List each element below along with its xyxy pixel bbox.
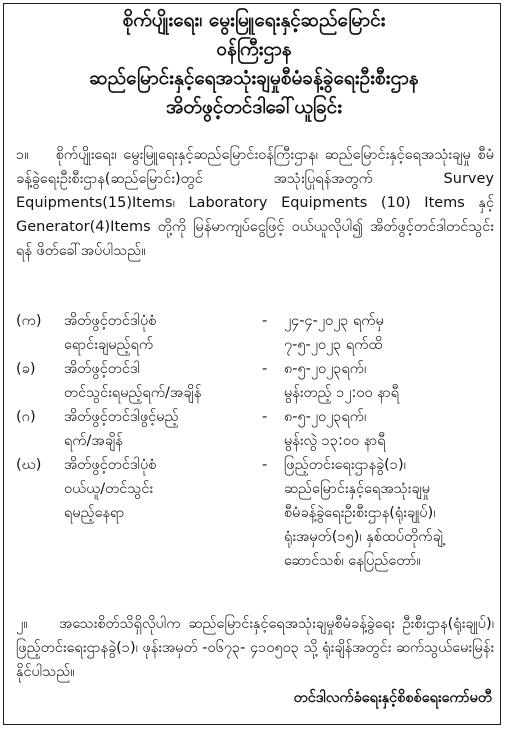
item-mark-d: (ဃ) (16, 457, 42, 473)
item-label-c-1: အိတ်ဖွင့်တင်ဒါဖွင့်မည့် (64, 409, 179, 425)
notice-title: အိတ်ဖွင့်တင်ဒါခေါ်ယူခြင်း (165, 96, 343, 118)
item-value-d-4: ရုံးအမှတ်(၁၅)၊ နှစ်ထပ်တိုက်ချဲ့ (284, 529, 443, 545)
item-label-a-1: အိတ်ဖွင့်တင်ဒါပုံစံ (64, 313, 157, 329)
ministry-title: စိုက်ပျိုးရေး၊ မွေးမြူရေးနှင့်ဆည်မြောင်း (122, 9, 386, 31)
item-mark-c: (ဂ) (16, 409, 36, 425)
item-dash-a: - (262, 313, 268, 329)
paragraph-2-text: အသေးစိတ်သိရှိလိုပါက ဆည်မြောင်းနှင့်ရေအသုံးချမှုစီမံခန့်ခွဲရေး ဦးစီးဌာန(ရုံးချုပ်)၊ ဖြည့်တင်းရေးဌာနခွဲ(၁)၊ ဖုန်းအမှတ် -၀၆၇၃- ၄၁၀၅၀၃ သို့ ရုံးချိန်အတွင်း ဆက်သွယ်မေးမြန်းနိုင်ပါသည်။ (16, 616, 495, 680)
item-mark-a: (က) (16, 313, 42, 329)
committee-signature: တင်ဒါလက်ခံရေးနှင့်စိစစ်ရေးကော်မတီ (293, 690, 492, 706)
item-value-b-2: မွန်းတည့် ၁၂:၀၀ နာရီ (284, 385, 400, 401)
paragraph-1-text: စိုက်ပျိုးရေး၊ မွေးမြူရေးနှင့်ဆည်မြောင်းဝန်ကြီးဌာန၊ ဆည်မြောင်းနှင့်ရေအသုံးချမှု စီမံခန့်ခွဲရေးဦးစီးဌာန(ဆည်မြောင်း)တွင် အသုံးပြုရန်အတွက် Survey Equipments(15)Items၊ Laboratory Equipments (10) Items နှင့် Generator(4)Items တို့ကို မြန်မာကျပ်ငွေဖြင့် ဝယ်ယူလိုပါ၍ အိတ်ဖွင့်တင်ဒါတင်သွင်းရန် ဖိတ်ခေါ်အပ်ပါသည်။ (16, 147, 494, 259)
item-label-b-1: အိတ်ဖွင့်တင်ဒါ (64, 361, 140, 377)
paragraph-2 (16, 612, 494, 684)
paragraph-1-number: ၁။ (16, 147, 29, 163)
item-value-b-1: ၈-၅-၂၀၂၃ရက်၊ (284, 361, 367, 377)
notice-header (0, 6, 508, 122)
item-label-c-2: ရက်/အချိန် (64, 433, 123, 449)
item-value-d-5: ဆောင်သစ်၊ နေပြည်တော်။ (284, 553, 421, 569)
item-label-b-2: တင်သွင်းရမည့်ရက်/အချိန် (64, 385, 202, 401)
paragraph-2-number: ၂။ (16, 616, 28, 632)
item-label-d-1: အိတ်ဖွင့်တင်ဒါပုံစံ (64, 457, 157, 473)
item-label-a-2: ရောင်းချမည့်ရက် (64, 337, 154, 353)
item-value-a-2: ၇-၅-၂၀၂၃ ရက်ထိ (284, 337, 383, 353)
ministry-title-2: ဝန်ကြီးဌာန (216, 38, 292, 60)
item-value-c-1: ၈-၅-၂၀၂၃ရက်၊ (284, 409, 367, 425)
item-dash-c: - (262, 409, 268, 425)
item-label-d-2: ဝယ်ယူ/တင်သွင်း (64, 481, 154, 497)
item-value-d-3: စီမံခန့်ခွဲရေးဦးစီးဌာန(ရုံးချုပ်)၊ (284, 505, 436, 521)
item-value-a-1: ၂၄-၄-၂၀၂၃ ရက်မှ (284, 313, 384, 329)
item-value-d-1: ဖြည့်တင်းရေးဌာနခွဲ(၁)၊ (284, 457, 406, 473)
item-dash-b: - (262, 361, 268, 377)
item-value-c-2: မွန်းလွဲ ၁၃:၀၀ နာရီ (284, 433, 386, 449)
item-label-d-3: ရမည့်နေရာ (64, 505, 125, 521)
item-dash-d: - (262, 457, 268, 473)
department-title: ဆည်မြောင်းနှင့်ရေအသုံးချမှုစီမံခန့်ခွဲရေးဦးစီးဌာန (89, 67, 419, 89)
item-mark-b: (ခ) (16, 361, 36, 377)
paragraph-1 (16, 143, 494, 263)
item-value-d-2: ဆည်မြောင်းနှင့်ရေအသုံးချမှု (284, 481, 431, 497)
